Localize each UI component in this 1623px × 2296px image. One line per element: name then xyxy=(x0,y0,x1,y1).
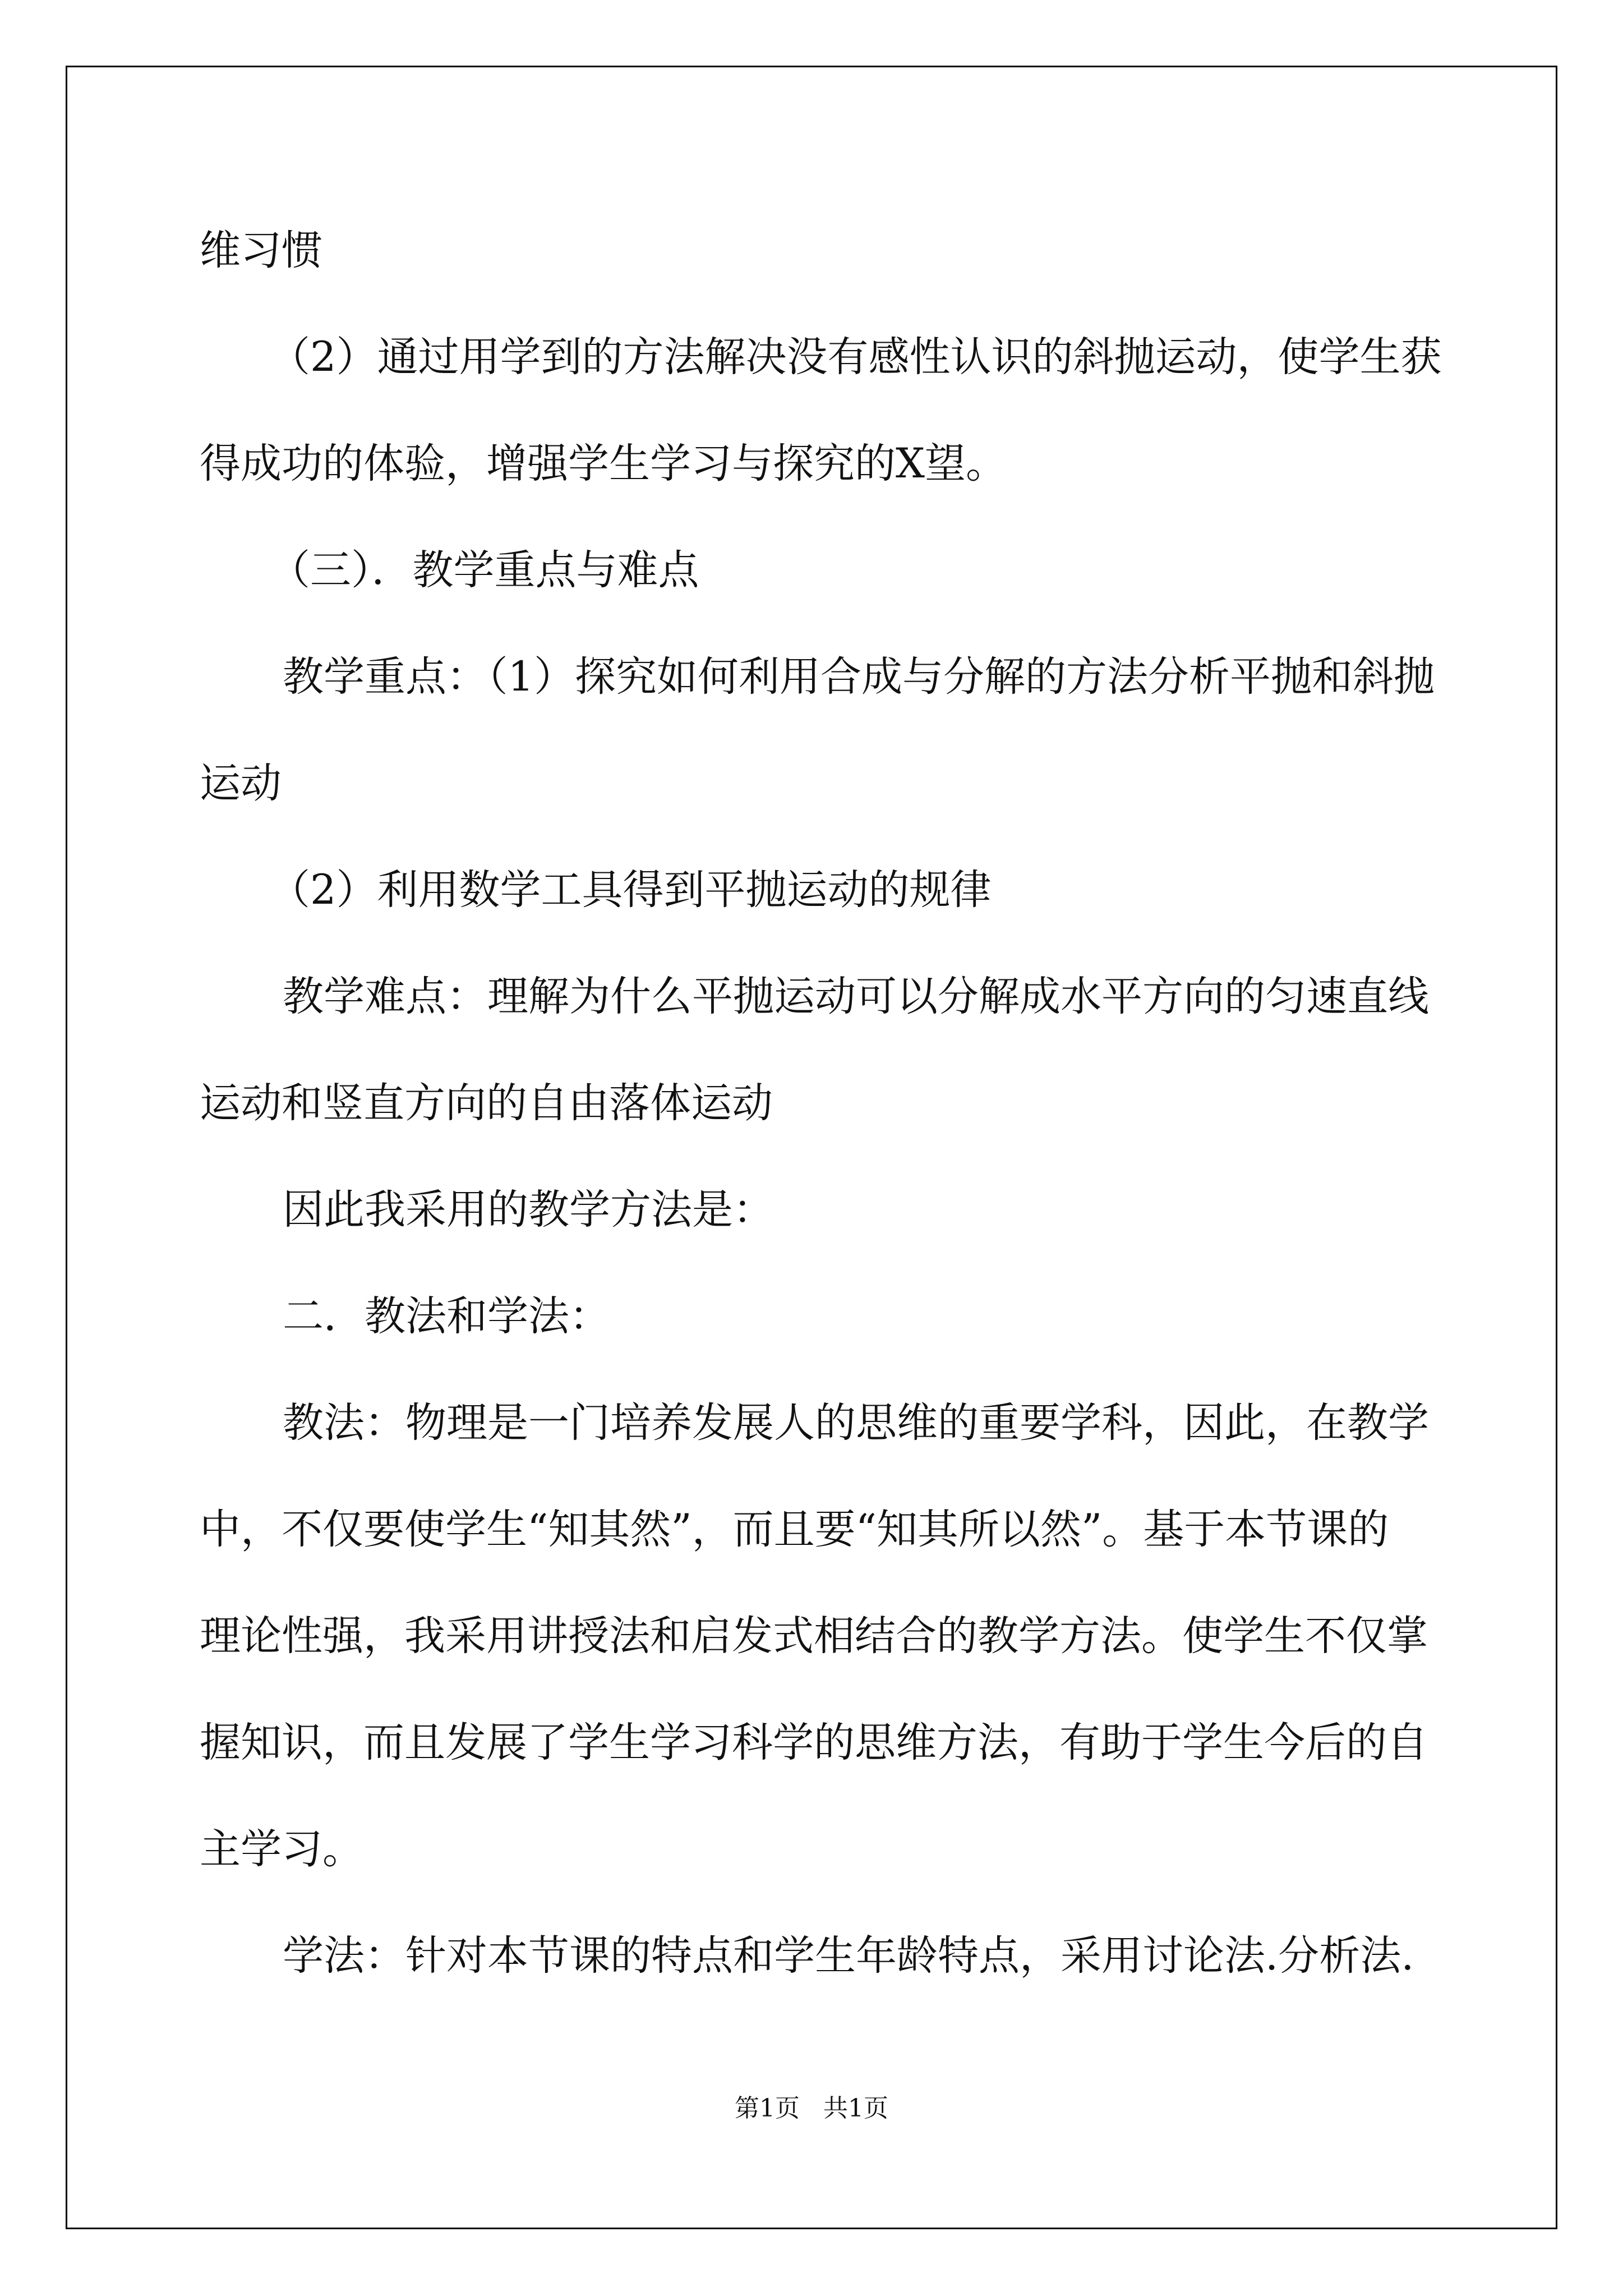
text-line: （2）利用数学工具得到平抛运动的规律 xyxy=(269,866,992,914)
text-line: 运动 xyxy=(200,760,282,807)
text-line: 握知识，而且发展了学生学习科学的思维方法，有助于学生今后的自 xyxy=(200,1719,1428,1766)
text-line: 教学重点：（1）探究如何利用合成与分解的方法分析平抛和斜抛 xyxy=(283,653,1435,701)
text-line: 运动和竖直方向的自由落体运动 xyxy=(200,1079,773,1127)
text-line: 因此我采用的教学方法是： xyxy=(283,1186,774,1234)
text-line: 主学习。 xyxy=(200,1825,363,1873)
text-line: 教法：物理是一门培养发展人的思维的重要学科，因此，在教学 xyxy=(283,1399,1429,1447)
text-line: 维习惯 xyxy=(200,227,322,274)
text-line: （2）通过用学到的方法解决没有感性认识的斜抛运动，使学生获 xyxy=(269,333,1442,381)
text-line: 理论性强，我采用讲授法和启发式相结合的教学方法。使学生不仅掌 xyxy=(200,1612,1428,1660)
text-line: 学法：针对本节课的特点和学生年龄特点，采用讨论法.分析法. xyxy=(283,1932,1414,1980)
page-number: 第1页 共1页 xyxy=(735,2094,888,2123)
page-border xyxy=(66,66,1557,2229)
text-line: 得成功的体验，增强学生学习与探究的X望。 xyxy=(200,440,1007,487)
section-heading: （三）．教学重点与难点 xyxy=(269,546,699,594)
text-line: 教学难点：理解为什么平抛运动可以分解成水平方向的匀速直线 xyxy=(283,973,1429,1020)
text-line: 中，不仅要使学生“知其然”，而且要“知其所以然”。基于本节课的 xyxy=(200,1506,1389,1553)
section-heading: 二．教法和学法： xyxy=(283,1292,610,1340)
